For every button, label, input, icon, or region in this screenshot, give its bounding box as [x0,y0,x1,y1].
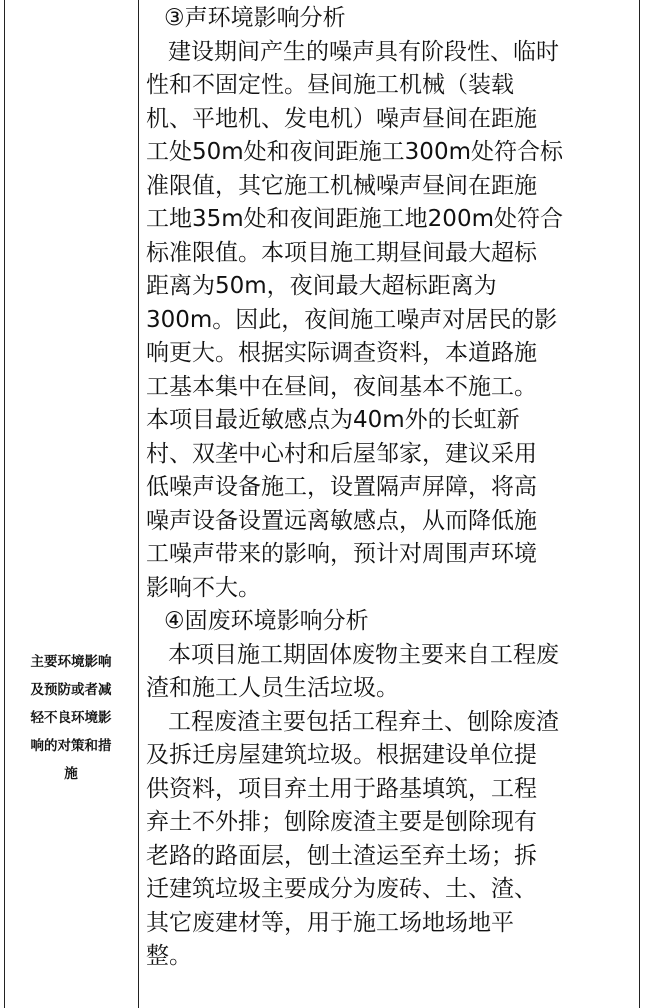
row-header-line: 主要环境影响 [30,654,112,670]
column-divider [138,0,139,1008]
paragraph-line: 工处50m处和夜间距施工300m处符合标 [146,139,563,165]
paragraph-line: 低噪声设备施工，设置隔声屏障，将高 [146,474,537,500]
paragraph-line: 本项目施工期固体废物主要来自工程废 [168,641,559,668]
paragraph-line: 村、双垄中心村和后屋邹家，建议采用 [146,440,537,467]
paragraph-line: 本项目最近敏感点为40m外的长虹新 [146,407,520,433]
paragraph-line: 300m。因此，夜间施工噪声对居民的影 [146,306,558,333]
noise-section-heading: ③声环境影响分析 [164,5,346,31]
paragraph-line: 噪声设备设置远离敏感点，从而降低施 [146,507,537,534]
paragraph-line: 及拆迁房屋建筑垃圾。根据建设单位提 [146,742,537,768]
paragraph-line: 老路的路面层，刨土渣运至弃土场；拆 [146,842,537,869]
paragraph-line: 工噪声带来的影响，预计对周围声环境 [146,541,537,567]
paragraph-line: 工程废渣主要包括工程弃土、刨除废渣 [168,708,559,735]
paragraph-line: 标准限值。本项目施工期昼间最大超标 [146,239,537,266]
paragraph-line: 响更大。根据实际调查资料，本道路施 [146,340,537,366]
noise-paragraph [146,36,636,606]
paragraph-line: 工基本集中在昼间，夜间基本不施工。 [146,373,537,400]
waste-section-heading: ④固废环境影响分析 [164,608,369,634]
paragraph-line: 渣和施工人员生活垃圾。 [146,675,399,701]
paragraph-line: 性和不固定性。昼间施工机械（装载 [146,72,514,98]
paragraph-line: 影响不大。 [146,574,261,601]
paragraph-line: 机、平地机、发电机）噪声昼间在距施 [146,105,537,132]
paragraph-line: 准限值，其它施工机械噪声昼间在距施 [146,172,537,199]
paragraph-line: 其它废建材等，用于施工场地场地平 [146,909,514,936]
row-header-line: 响的对策和措 [30,738,112,754]
row-header-line: 及预防或者减 [30,682,112,698]
paragraph-line: 迁建筑垃圾主要成分为废砖、土、渣、 [146,876,537,902]
paragraph-line: 工地35m处和夜间距施工地200m处符合 [146,206,563,232]
waste-paragraph-1 [146,639,636,706]
row-header-line: 施 [64,766,78,782]
content-cell [146,2,636,974]
paragraph-line: 弃土不外排；刨除废渣主要是刨除现有 [146,809,537,835]
paragraph-line: 整。 [146,943,192,969]
paragraph-line: 距离为50m，夜间最大超标距离为 [146,273,497,299]
row-header-cell [6,648,136,788]
waste-paragraph-2 [146,706,636,974]
paragraph-line: 供资料，项目弃土用于路基填筑，工程 [146,775,537,802]
row-header-line: 轻不良环境影 [30,710,112,726]
paragraph-line: 建设期间产生的噪声具有阶段性、临时 [168,38,559,65]
